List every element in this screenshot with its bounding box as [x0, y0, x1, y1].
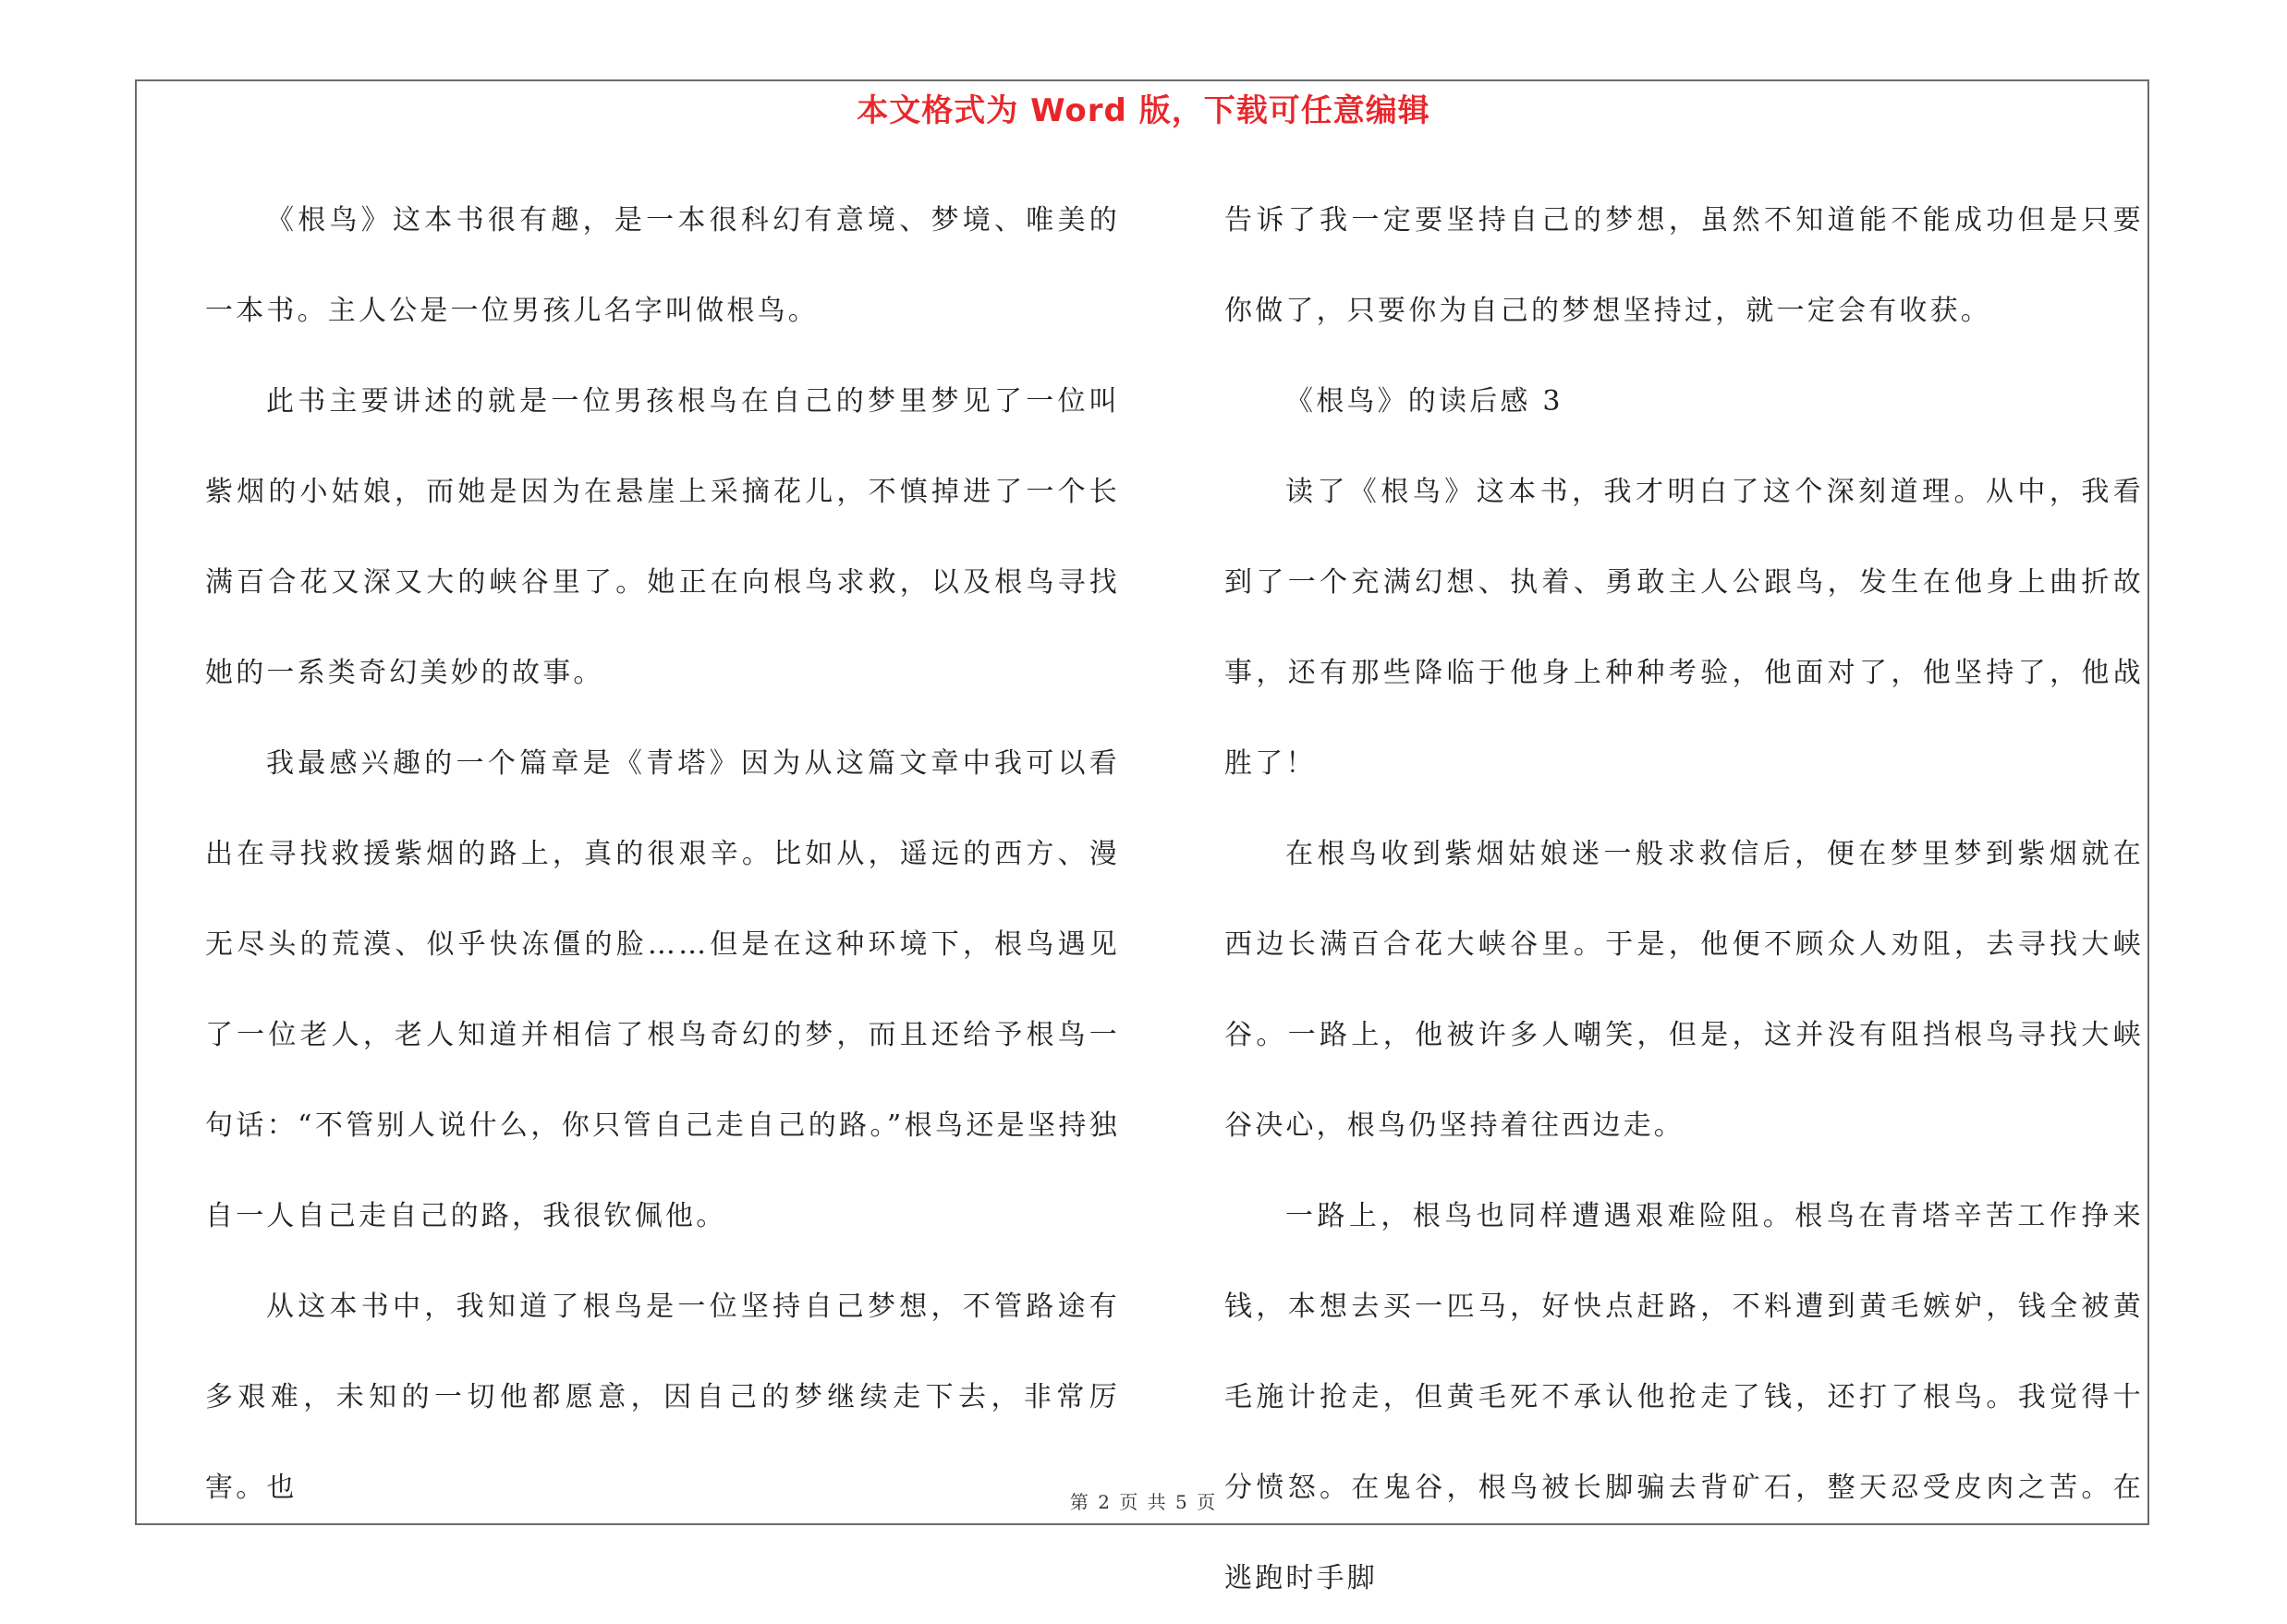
paragraph: 在根鸟收到紫烟姑娘迷一般求救信后，便在梦里梦到紫烟就在西边长满百合花大峡谷里。于是，他便不顾众人劝阻，去寻找大峡谷。一路上，他被许多人嘲笑，但是，这并没有阻挡根鸟寻找大峡谷决心，根鸟仍坚持着往西边走。: [1224, 838, 2144, 1142]
paragraph: 《根鸟》这本书很有趣，是一本很科幻有意境、梦境、唯美的一本书。主人公是一位男孩儿名字叫做根鸟。: [205, 204, 1120, 327]
paragraph: 读了《根鸟》这本书，我才明白了这个深刻道理。从中，我看到了一个充满幻想、执着、勇敢主人公跟鸟，发生在他身上曲折故事，还有那些降临于他身上种种考验，他面对了，他坚持了，他战胜了！: [1224, 476, 2144, 780]
page-number-footer: 第 2 页 共 5 页: [1069, 1491, 1218, 1513]
word-format-banner: 本文格式为 Word 版，下载可任意编辑: [857, 92, 1430, 129]
paragraph: 我最感兴趣的一个篇章是《青塔》因为从这篇文章中我可以看出在寻找救援紫烟的路上，真的很艰辛。比如从，遥远的西方、漫无尽头的荒漠、似乎快冻僵的脸……但是在这种环境下，根鸟遇见了一位老人，老人知道并相信了根鸟奇幻的梦，而且还给予根鸟一句话：“不管别人说什么，你只管自己走自己的路。”根鸟还是坚持独自一人自己走自己的路，我很钦佩他。: [205, 747, 1120, 1232]
paragraph: 此书主要讲述的就是一位男孩根鸟在自己的梦里梦见了一位叫紫烟的小姑娘，而她是因为在悬崖上采摘花儿，不慎掉进了一个长满百合花又深又大的峡谷里了。她正在向根鸟求救，以及根鸟寻找她的一系类奇幻美妙的故事。: [205, 385, 1120, 689]
left-column: [205, 176, 1120, 1504]
section-heading: 《根鸟》的读后感 3: [1285, 385, 1563, 418]
right-column: [1224, 176, 2144, 1594]
paragraph: 从这本书中，我知道了根鸟是一位坚持自己梦想，不管路途有多艰难，未知的一切他都愿意，因自己的梦继续走下去，非常厉害。也: [205, 1291, 1120, 1504]
paragraph-continuation: 告诉了我一定要坚持自己的梦想，虽然不知道能不能成功但是只要你做了，只要你为自己的梦想坚持过，就一定会有收获。: [1224, 204, 2144, 327]
paragraph: 一路上，根鸟也同样遭遇艰难险阻。根鸟在青塔辛苦工作挣来钱，本想去买一匹马，好快点赶路，不料遭到黄毛嫉妒，钱全被黄毛施计抢走，但黄毛死不承认他抢走了钱，还打了根鸟。我觉得十分愤怒。在鬼谷，根鸟被长脚骗去背矿石，整天忍受皮肉之苦。在逃跑时手脚: [1224, 1200, 2144, 1594]
